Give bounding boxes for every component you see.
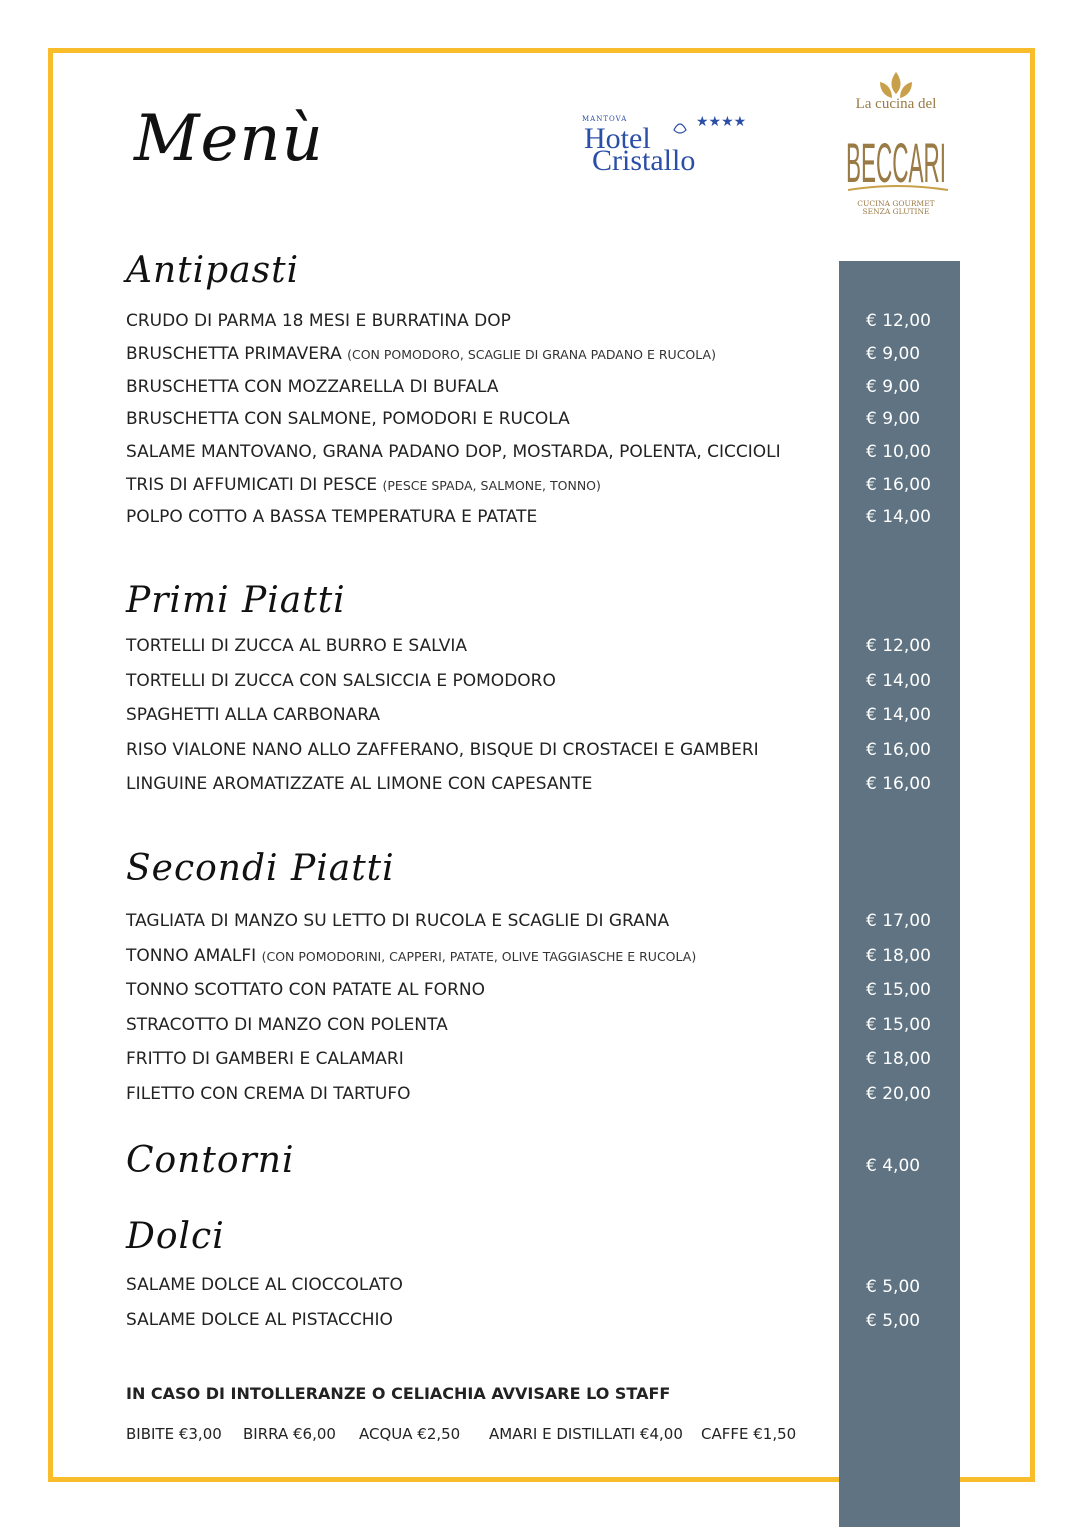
menu-item <box>126 1049 404 1069</box>
item-name: BRUSCHETTA CON MOZZARELLA DI BUFALA <box>126 377 499 397</box>
beverage-price: BIRRA €6,00 <box>243 1425 336 1443</box>
menu-item <box>126 1310 393 1330</box>
item-price: € 18,00 <box>866 1049 931 1069</box>
item-name: FRITTO DI GAMBERI E CALAMARI <box>126 1049 404 1069</box>
item-note: (CON POMODORINI, CAPPERI, PATATE, OLIVE TAGGIASCHE E RUCOLA) <box>261 949 697 964</box>
section-title-antipasti: Antipasti <box>126 250 300 291</box>
menu-item <box>126 705 380 725</box>
menu-item <box>126 980 485 1000</box>
item-name: TONNO SCOTTATO CON PATATE AL FORNO <box>126 980 485 1000</box>
item-price: € 12,00 <box>866 311 931 331</box>
beverage-price: CAFFE €1,50 <box>701 1425 797 1443</box>
item-name: SALAME DOLCE AL PISTACCHIO <box>126 1310 393 1330</box>
item-note: (PESCE SPADA, SALMONE, TONNO) <box>382 478 601 493</box>
menu-item <box>126 1084 411 1104</box>
item-price: € 9,00 <box>866 344 921 364</box>
item-price: € 12,00 <box>866 636 931 656</box>
beccari-logo <box>840 70 952 218</box>
beccari-logo-line4: SENZA GLUTINE <box>862 207 930 216</box>
item-name: POLPO COTTO A BASSA TEMPERATURA E PATATE <box>126 507 538 527</box>
item-price: € 14,00 <box>866 507 931 527</box>
menu-item <box>126 507 537 527</box>
item-name: RISO VIALONE NANO ALLO ZAFFERANO, BISQUE DI CROSTACEI E GAMBERI <box>126 740 759 760</box>
menu-item <box>126 774 592 794</box>
item-price: € 18,00 <box>866 946 931 966</box>
item-price: € 17,00 <box>866 911 931 931</box>
contorni-price: € 4,00 <box>866 1156 921 1176</box>
item-note: (CON POMODORO, SCAGLIE DI GRANA PADANO E RUCOLA) <box>347 347 716 362</box>
item-price: € 20,00 <box>866 1084 931 1104</box>
menu-item <box>126 442 781 462</box>
item-name: SPAGHETTI ALLA CARBONARA <box>126 705 381 725</box>
allergy-notice: IN CASO DI INTOLLERANZE O CELIACHIA AVVISARE LO STAFF <box>126 1384 671 1403</box>
section-title-contorni: Contorni <box>126 1140 295 1181</box>
menu-item <box>126 475 601 495</box>
item-name: SALAME DOLCE AL CIOCCOLATO <box>126 1275 403 1295</box>
item-name: TRIS DI AFFUMICATI DI PESCE <box>126 475 378 495</box>
item-price: € 15,00 <box>866 980 931 1000</box>
menu-title: Menù <box>134 102 324 176</box>
item-name: STRACOTTO DI MANZO CON POLENTA <box>126 1015 448 1035</box>
item-name: TAGLIATA DI MANZO SU LETTO DI RUCOLA E SCAGLIE DI GRANA <box>126 911 670 931</box>
item-price: € 14,00 <box>866 705 931 725</box>
lotus-icon <box>674 124 686 133</box>
item-name: LINGUINE AROMATIZZATE AL LIMONE CON CAPESANTE <box>126 774 593 794</box>
menu-item <box>126 911 669 931</box>
item-name: TORTELLI DI ZUCCA CON SALSICCIA E POMODORO <box>126 671 556 691</box>
menu-item <box>126 344 716 364</box>
menu-item <box>126 1015 448 1035</box>
item-price: € 14,00 <box>866 671 931 691</box>
item-name: TORTELLI DI ZUCCA AL BURRO E SALVIA <box>126 636 467 656</box>
hotel-logo-stars: ★★★★ <box>696 114 747 130</box>
item-price: € 5,00 <box>866 1311 921 1331</box>
item-price: € 10,00 <box>866 442 931 462</box>
item-price: € 5,00 <box>866 1277 921 1297</box>
menu-item <box>126 740 759 760</box>
item-price: € 16,00 <box>866 740 931 760</box>
menu-item <box>126 377 499 397</box>
item-name: FILETTO CON CREMA DI TARTUFO <box>126 1084 411 1104</box>
hotel-cristallo-logo <box>578 108 750 188</box>
section-title-primi: Primi Piatti <box>126 580 346 621</box>
beverage-price: ACQUA €2,50 <box>359 1425 461 1443</box>
beccari-logo-line2: BECCARI <box>846 131 946 194</box>
item-name: BRUSCHETTA CON SALMONE, POMODORI E RUCOLA <box>126 409 570 429</box>
menu-item <box>126 636 467 656</box>
item-price: € 9,00 <box>866 377 921 397</box>
hotel-logo-line2: Cristallo <box>592 144 696 177</box>
section-title-dolci: Dolci <box>126 1216 225 1257</box>
beccari-logo-line3: CUCINA GOURMET <box>857 199 935 208</box>
item-name: TONNO AMALFI <box>126 946 257 966</box>
menu-item <box>126 671 556 691</box>
beverage-price: BIBITE €3,00 <box>126 1425 222 1443</box>
item-name: SALAME MANTOVANO, GRANA PADANO DOP, MOSTARDA, POLENTA, CICCIOLI <box>126 442 781 462</box>
hotel-logo-city: MANTOVA <box>582 115 628 123</box>
menu-item <box>126 409 570 429</box>
item-name: CRUDO DI PARMA 18 MESI E BURRATINA DOP <box>126 311 511 331</box>
item-price: € 9,00 <box>866 409 921 429</box>
menu-item <box>126 1275 403 1295</box>
item-price: € 16,00 <box>866 475 931 495</box>
beccari-logo-line1: La cucina del <box>855 96 937 112</box>
item-name: BRUSCHETTA PRIMAVERA <box>126 344 342 364</box>
item-price: € 15,00 <box>866 1015 931 1035</box>
menu-item <box>126 311 511 331</box>
item-price: € 16,00 <box>866 774 931 794</box>
wheat-icon <box>880 72 912 98</box>
hotel-logo-line1: Hotel <box>584 122 651 155</box>
section-title-secondi: Secondi Piatti <box>126 848 395 889</box>
beverage-price: AMARI E DISTILLATI €4,00 <box>489 1425 683 1443</box>
menu-item <box>126 946 696 966</box>
